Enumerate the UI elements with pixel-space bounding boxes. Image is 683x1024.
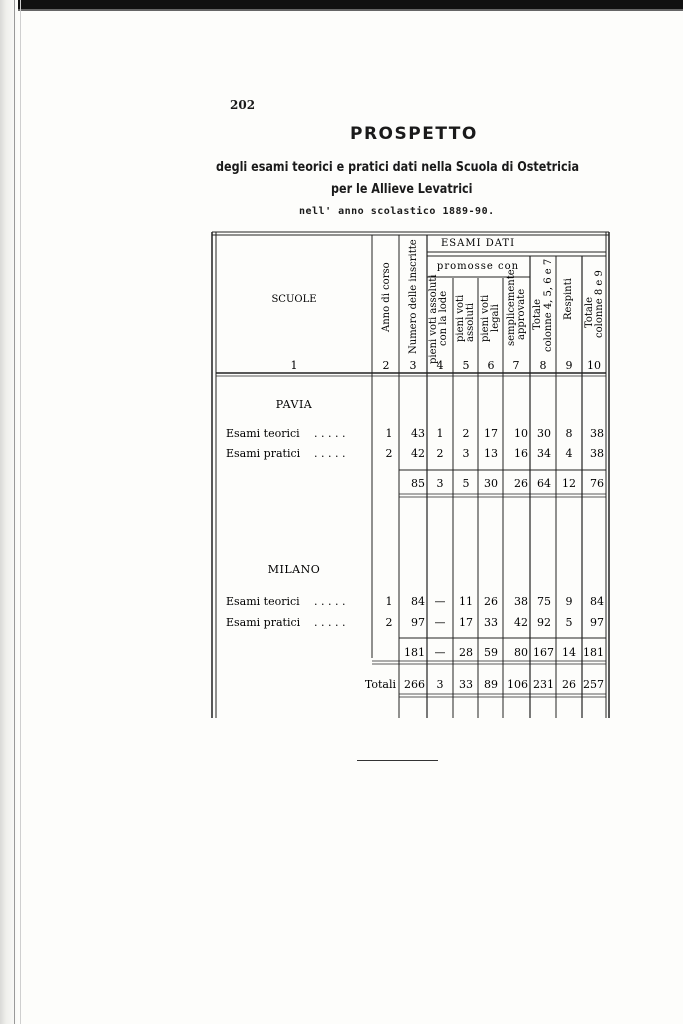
colnum-1: 1 — [290, 359, 298, 372]
svg-text:1: 1 — [436, 427, 444, 440]
row-label: Esami teorici — [226, 427, 300, 440]
svg-text:42: 42 — [514, 616, 528, 629]
svg-text:13: 13 — [484, 447, 498, 460]
colnum-8: 8 — [539, 359, 547, 372]
document-title: PROSPETTO — [350, 124, 478, 144]
header-esami-dati: ESAMI DATI — [440, 238, 516, 249]
svg-text:12: 12 — [562, 477, 576, 490]
table-row — [226, 595, 604, 608]
table-row — [226, 427, 604, 440]
svg-text:3: 3 — [436, 678, 444, 691]
svg-text:14: 14 — [562, 646, 576, 659]
header-col10-line1: Totale — [584, 296, 595, 328]
totals-row — [365, 678, 604, 691]
svg-text:97: 97 — [411, 616, 425, 629]
svg-text:2: 2 — [436, 447, 444, 460]
svg-text:2: 2 — [462, 427, 470, 440]
table-row — [226, 616, 604, 629]
svg-text:181: 181 — [583, 646, 604, 659]
header-col4-line2: con la lode — [438, 290, 449, 346]
page-number: 202 — [230, 98, 256, 112]
subtotal-row-milano — [404, 646, 604, 659]
svg-text:1: 1 — [385, 595, 393, 608]
header-anno-di-corso: Anno di corso — [381, 262, 392, 332]
header-promosse-con: promosse con — [436, 261, 520, 272]
subtotal-row-pavia — [411, 477, 604, 490]
svg-text:167: 167 — [533, 646, 554, 659]
svg-text:11: 11 — [459, 595, 473, 608]
header-respinti: Respinti — [563, 278, 574, 320]
svg-text:106: 106 — [507, 678, 528, 691]
svg-text:89: 89 — [484, 678, 498, 691]
svg-text:33: 33 — [459, 678, 473, 691]
header-scuole: SCUOLE — [271, 294, 317, 305]
row-dots: . . . . . — [314, 616, 346, 629]
row-dots: . . . . . — [314, 427, 346, 440]
svg-text:266: 266 — [404, 678, 425, 691]
header-col8-line1: Totale — [532, 298, 543, 330]
svg-text:85: 85 — [411, 477, 425, 490]
svg-text:38: 38 — [590, 427, 604, 440]
svg-text:2: 2 — [385, 616, 393, 629]
svg-text:181: 181 — [404, 646, 425, 659]
svg-text:9: 9 — [565, 595, 573, 608]
svg-text:30: 30 — [484, 477, 498, 490]
svg-text:34: 34 — [537, 447, 551, 460]
row-label: Esami pratici — [226, 447, 301, 460]
header-col5-line2: assoluti — [465, 302, 476, 342]
svg-text:—: — — [434, 616, 446, 629]
svg-text:75: 75 — [537, 595, 551, 608]
svg-text:16: 16 — [514, 447, 528, 460]
colnum-9: 9 — [565, 359, 573, 372]
svg-text:5: 5 — [462, 477, 470, 490]
svg-text:43: 43 — [411, 427, 425, 440]
svg-text:92: 92 — [537, 616, 551, 629]
colnum-10: 10 — [587, 359, 601, 372]
header-col7-line1: semplicemente — [506, 269, 517, 346]
svg-text:59: 59 — [484, 646, 498, 659]
row-dots: . . . . . — [314, 595, 346, 608]
svg-text:42: 42 — [411, 447, 425, 460]
svg-text:10: 10 — [514, 427, 528, 440]
svg-text:38: 38 — [514, 595, 528, 608]
svg-text:17: 17 — [459, 616, 473, 629]
svg-text:38: 38 — [590, 447, 604, 460]
svg-text:33: 33 — [484, 616, 498, 629]
svg-text:17: 17 — [484, 427, 498, 440]
row-label: Esami teorici — [226, 595, 300, 608]
header-col7-line2: approvate — [516, 288, 527, 340]
totals-label: Totali — [364, 678, 396, 691]
svg-text:64: 64 — [537, 477, 551, 490]
colnum-3: 3 — [409, 359, 417, 372]
svg-text:26: 26 — [562, 678, 576, 691]
svg-text:26: 26 — [484, 595, 498, 608]
header-col10-line2: colonne 8 e 9 — [594, 270, 605, 338]
svg-text:30: 30 — [537, 427, 551, 440]
colnum-4: 4 — [436, 359, 444, 372]
table-row — [226, 447, 604, 460]
svg-text:26: 26 — [514, 477, 528, 490]
svg-text:2: 2 — [385, 447, 393, 460]
header-col5-line1: pieni voti — [455, 294, 466, 342]
svg-text:1: 1 — [385, 427, 393, 440]
row-dots: . . . . . — [314, 447, 346, 460]
svg-text:4: 4 — [565, 447, 573, 460]
svg-text:8: 8 — [565, 427, 573, 440]
colnum-5: 5 — [462, 359, 470, 372]
header-col6-line2: legali — [490, 304, 501, 332]
svg-text:76: 76 — [590, 477, 604, 490]
school-name-pavia: PAVIA — [275, 398, 313, 411]
header-col6-line1: pieni voti — [480, 294, 491, 342]
footer-rule — [357, 760, 438, 761]
svg-text:3: 3 — [436, 477, 444, 490]
colnum-7: 7 — [512, 359, 520, 372]
svg-text:257: 257 — [583, 678, 604, 691]
svg-text:3: 3 — [462, 447, 470, 460]
document-subtitle-line1: degli esami teorici e pratici dati nella Scuola di Ostetricia — [216, 160, 580, 175]
document-subtitle-line2: per le Allieve Levatrici — [331, 182, 473, 197]
header-col8-line2: colonne 4, 5, 6 e 7 — [543, 258, 554, 352]
header-numero-inscritte: Numero delle inscritte — [408, 239, 419, 354]
colnum-2: 2 — [382, 359, 390, 372]
school-year-line: nell' anno scolastico 1889-90. — [299, 206, 495, 217]
svg-text:—: — — [434, 595, 446, 608]
header-col4-line1: pieni voti assoluti — [428, 274, 439, 364]
svg-text:231: 231 — [533, 678, 554, 691]
colnum-6: 6 — [487, 359, 495, 372]
svg-text:28: 28 — [459, 646, 473, 659]
svg-text:84: 84 — [411, 595, 425, 608]
svg-text:84: 84 — [590, 595, 604, 608]
school-name-milano: MILANO — [267, 563, 321, 576]
svg-text:—: — — [434, 646, 446, 659]
svg-text:5: 5 — [565, 616, 573, 629]
svg-text:80: 80 — [514, 646, 528, 659]
row-label: Esami pratici — [226, 616, 301, 629]
svg-text:97: 97 — [590, 616, 604, 629]
